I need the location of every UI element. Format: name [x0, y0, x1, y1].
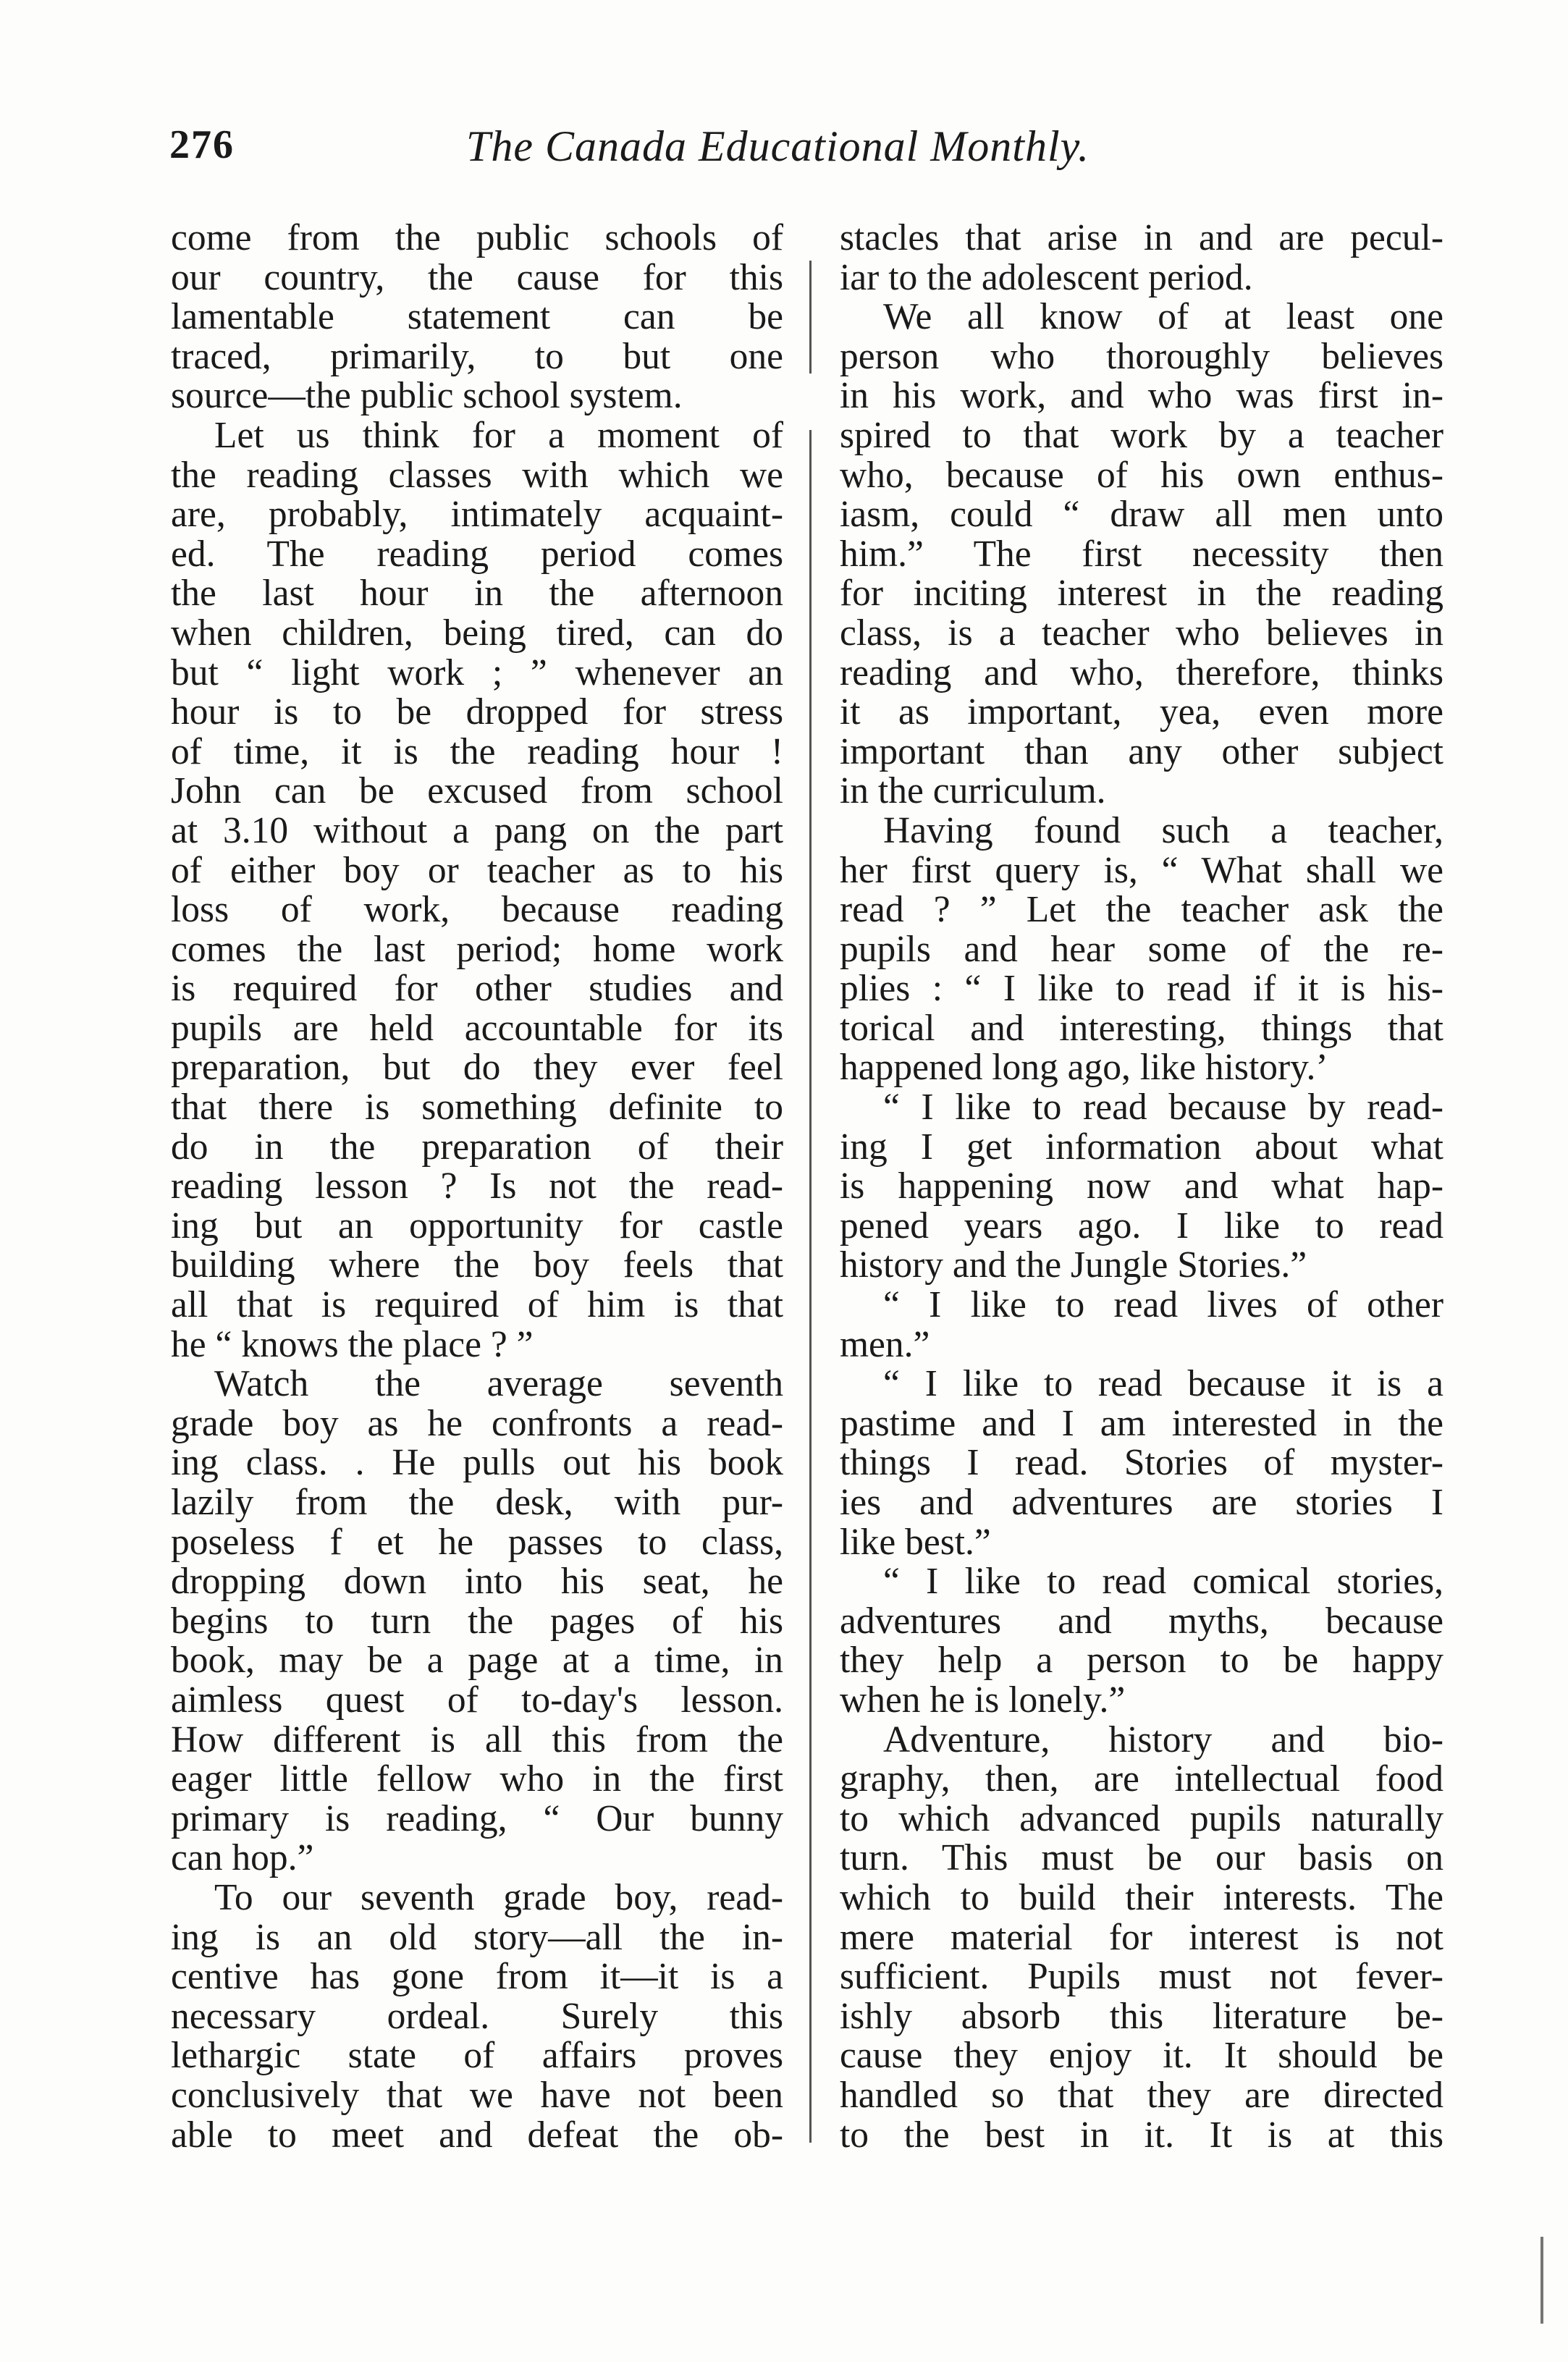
text-line: our country, the cause for this [171, 258, 783, 298]
text-line: lazily from the desk, with pur- [171, 1483, 783, 1523]
text-line: To our seventh grade boy, read- [214, 1878, 783, 1918]
column-divider [809, 261, 812, 2143]
text-line: ies and adventures are stories I [840, 1483, 1443, 1523]
text-line: “ I like to read because it is a [883, 1365, 1443, 1404]
text-line: necessary ordeal. Surely this [171, 1996, 783, 2037]
text-line: that there is something definite to [171, 1088, 783, 1128]
text-line: book, may be a page at a time, in [171, 1641, 783, 1681]
text-line: history and the Jungle Stories.” [840, 1246, 1307, 1286]
text-line: traced, primarily, to but one [171, 337, 783, 377]
right-text-column [840, 219, 1443, 2155]
text-line: him.” The first necessity then [840, 534, 1443, 575]
text-line: come from the public schools of [171, 219, 783, 258]
text-line: reading lesson ? Is not the read- [171, 1167, 783, 1207]
text-line: pupils and hear some of the re- [840, 929, 1443, 970]
text-line: grade boy as he confronts a read- [171, 1404, 783, 1444]
text-line: is happening now and what hap- [840, 1167, 1443, 1207]
running-title: The Canada Educational Monthly. [466, 122, 1089, 170]
text-line: eager little fellow who in the first [171, 1760, 783, 1800]
text-line: “ I like to read lives of other [883, 1286, 1443, 1325]
text-line: who, because of his own enthus- [840, 455, 1443, 496]
text-line: ing class. . He pulls out his book [171, 1443, 783, 1483]
text-line: iar to the adolescent period. [840, 258, 1253, 298]
text-line: Let us think for a moment of [214, 416, 783, 456]
page-header [169, 122, 1400, 187]
text-line: lethargic state of affairs proves [171, 2036, 783, 2076]
text-line: We all know of at least one [883, 298, 1443, 337]
text-line: loss of work, because reading [171, 890, 783, 930]
text-line: happened long ago, like history.’ [840, 1048, 1328, 1089]
text-line: person who thoroughly believes [840, 337, 1443, 377]
text-line: How different is all this from the [171, 1720, 783, 1760]
text-line: of either boy or teacher as to his [171, 851, 783, 891]
text-line: to the best in it. It is at this [840, 2115, 1443, 2156]
text-line: the last hour in the afternoon [171, 574, 783, 614]
text-line: are, probably, intimately acquaint- [171, 495, 783, 535]
text-line: at 3.10 without a pang on the part [171, 811, 783, 851]
page-number: 276 [169, 122, 235, 167]
text-line: like best.” [840, 1522, 991, 1563]
text-line: torical and interesting, things that [840, 1008, 1443, 1049]
text-line: John can be excused from school [171, 772, 783, 811]
text-line: lamentable statement can be [171, 298, 783, 337]
text-line: for inciting interest in the reading [840, 574, 1443, 614]
text-line: turn. This must be our basis on [840, 1839, 1443, 1878]
text-line: able to meet and defeat the ob- [171, 2115, 783, 2156]
text-line: important than any other subject [840, 732, 1443, 772]
text-line: centive has gone from it—it is a [171, 1957, 783, 1997]
text-line: poseless f et he passes to class, [171, 1522, 783, 1563]
text-line: pupils are held accountable for its [171, 1008, 783, 1049]
text-line: primary is reading, “ Our bunny [171, 1799, 783, 1839]
text-line: her first query is, “ What shall we [840, 851, 1443, 891]
text-line: graphy, then, are intellectual food [840, 1760, 1443, 1800]
text-line: it as important, yea, even more [840, 693, 1443, 733]
text-line: hour is to be dropped for stress [171, 693, 783, 733]
text-line: ed. The reading period comes [171, 534, 783, 575]
text-line: stacles that arise in and are pecul- [840, 219, 1443, 258]
text-line: can hop.” [171, 1839, 314, 1878]
text-line: begins to turn the pages of his [171, 1601, 783, 1642]
text-line: men.” [840, 1325, 930, 1365]
text-line: ing but an opportunity for castle [171, 1206, 783, 1247]
text-line: spired to that work by a teacher [840, 416, 1443, 456]
text-line: they help a person to be happy [840, 1641, 1443, 1681]
text-line: when children, being tired, can do [171, 613, 783, 654]
text-line: handled so that they are directed [840, 2075, 1443, 2116]
text-line: pastime and I am interested in the [840, 1404, 1443, 1444]
text-line: in his work, and who was first in- [840, 376, 1443, 416]
text-line: “ I like to read because by read- [883, 1088, 1443, 1128]
text-line: all that is required of him is that [171, 1286, 783, 1325]
left-text-column [171, 219, 783, 2155]
text-line: dropping down into his seat, he [171, 1562, 783, 1602]
text-line: cause they enjoy it. It should be [840, 2036, 1443, 2076]
text-line: comes the last period; home work [171, 929, 783, 970]
text-line: ishly absorb this literature be- [840, 1996, 1443, 2037]
text-line: in the curriculum. [840, 772, 1106, 811]
text-line: aimless quest of to-day's lesson. [171, 1680, 783, 1721]
text-line: do in the preparation of their [171, 1127, 783, 1168]
text-line: ing is an old story—all the in- [171, 1918, 783, 1958]
text-line: is required for other studies and [171, 969, 783, 1009]
page-edge-mark [1540, 2237, 1543, 2324]
text-line: read ? ” Let the teacher ask the [840, 890, 1443, 930]
text-line: to which advanced pupils naturally [840, 1799, 1443, 1839]
text-line: when he is lonely.” [840, 1680, 1126, 1721]
text-line: class, is a teacher who believes in [840, 613, 1443, 654]
text-line: but “ light work ; ” whenever an [171, 653, 783, 693]
text-line: Adventure, history and bio- [883, 1720, 1443, 1760]
text-line: preparation, but do they ever feel [171, 1048, 783, 1089]
text-line: building where the boy feels that [171, 1246, 783, 1286]
text-line: things I read. Stories of myster- [840, 1443, 1443, 1483]
text-line: iasm, could “ draw all men unto [840, 495, 1443, 535]
text-line: he “ knows the place ? ” [171, 1325, 534, 1365]
text-line: ing I get information about what [840, 1127, 1443, 1168]
text-line: Having found such a teacher, [883, 811, 1443, 851]
text-line: conclusively that we have not been [171, 2075, 783, 2116]
text-line: of time, it is the reading hour ! [171, 732, 783, 772]
text-line: source—the public school system. [171, 376, 683, 416]
text-line: which to build their interests. The [840, 1878, 1443, 1918]
text-line: sufficient. Pupils must not fever- [840, 1957, 1443, 1997]
text-line: adventures and myths, because [840, 1601, 1443, 1642]
text-line: plies : “ I like to read if it is his- [840, 969, 1443, 1009]
text-line: “ I like to read comical stories, [883, 1562, 1443, 1602]
text-line: reading and who, therefore, thinks [840, 653, 1443, 693]
text-line: pened years ago. I like to read [840, 1206, 1443, 1247]
text-line: Watch the average seventh [214, 1365, 783, 1404]
text-line: the reading classes with which we [171, 455, 783, 496]
text-line: mere material for interest is not [840, 1918, 1443, 1958]
